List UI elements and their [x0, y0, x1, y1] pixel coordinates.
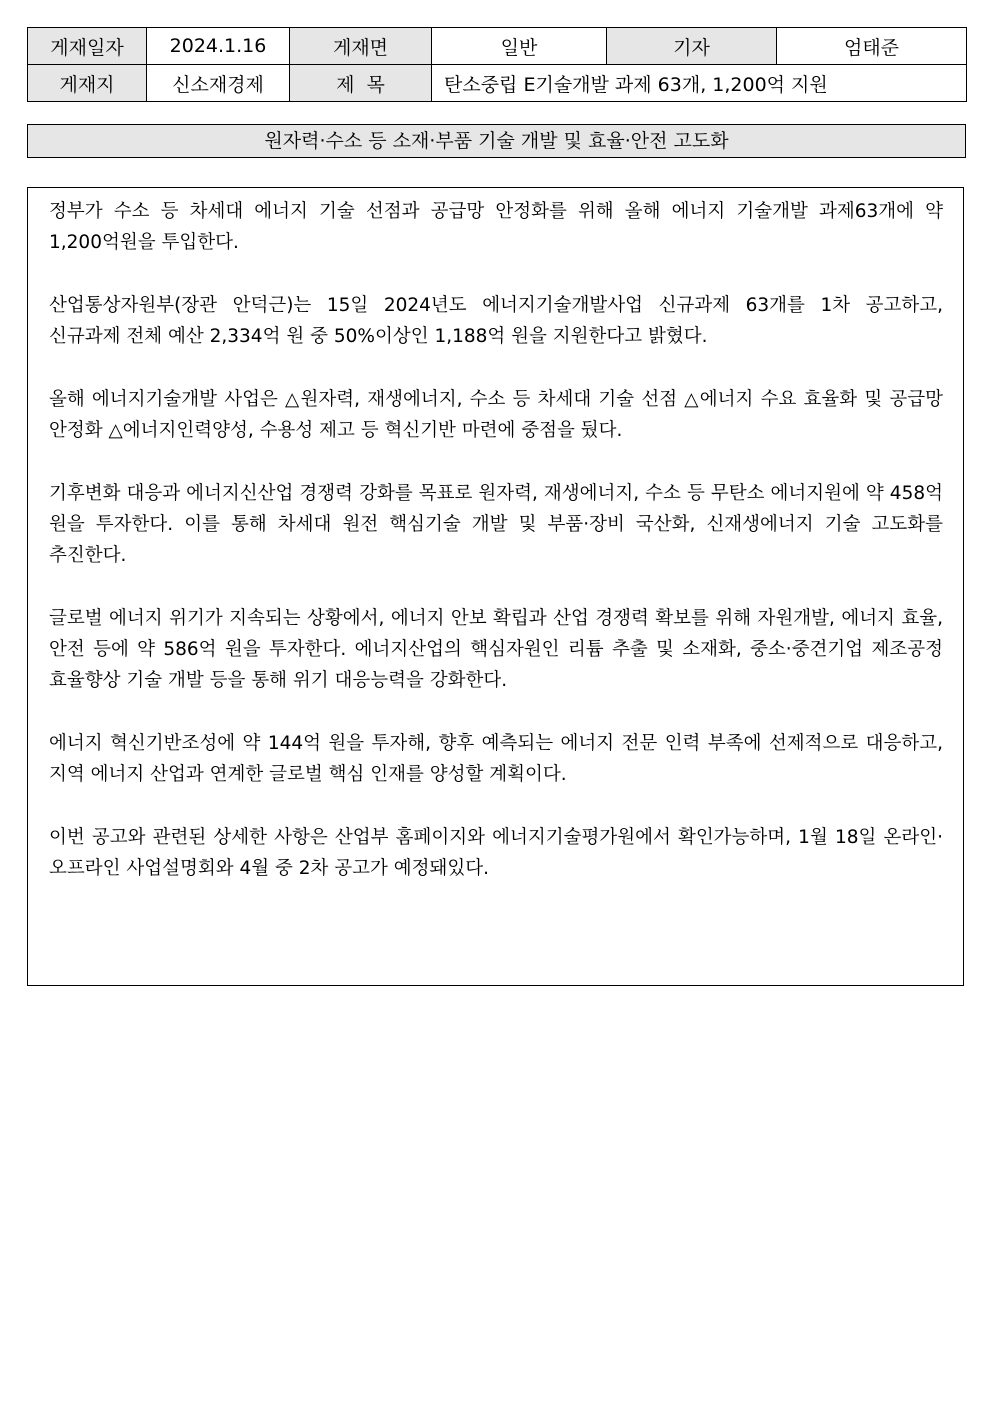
paragraph: 올해 에너지기술개발 사업은 △원자력, 재생에너지, 수소 등 차세대 기술 선점 △에너지 수요 효율화 및 공급망 안정화 △에너지인력양성, 수용성 제고 등 혁신기반 마련에 중점을 뒀다.: [49, 389, 943, 441]
reporter-value: 엄태준: [777, 28, 967, 65]
title-label: 제 목: [290, 65, 432, 102]
article-body: [27, 187, 964, 986]
paragraph: 이번 공고와 관련된 상세한 사항은 산업부 홈페이지와 에너지기술평가원에서 확인가능하며, 1월 18일 온라인·오프라인 사업설명회와 4월 중 2차 공고가 예정돼있다.: [49, 827, 943, 879]
meta-row-1: [28, 28, 967, 65]
page-value: 일반: [432, 28, 607, 65]
paragraph: 글로벌 에너지 위기가 지속되는 상황에서, 에너지 안보 확립과 산업 경쟁력 확보를 위해 자원개발, 에너지 효율, 안전 등에 약 586억 원을 투자한다. 에너지산업의 핵심자원인 리튬 추출 및 소재화, 중소·중견기업 제조공정 효율향상 기술 개발 등을 통해 위기 대응능력을 강화한다.: [49, 608, 943, 691]
reporter-label: 기자: [607, 28, 777, 65]
article-subtitle: 원자력·수소 등 소재·부품 기술 개발 및 효율·안전 고도화: [27, 124, 966, 158]
meta-row-2: [28, 65, 967, 102]
article-title: 탄소중립 E기술개발 과제 63개, 1,200억 지원: [432, 65, 967, 102]
date-value: 2024.1.16: [147, 28, 290, 65]
paragraph: 기후변화 대응과 에너지신산업 경쟁력 강화를 목표로 원자력, 재생에너지, 수소 등 무탄소 에너지원에 약 458억 원을 투자한다. 이를 통해 차세대 원전 핵심기술 개발 및 부품·장비 국산화, 신재생에너지 기술 고도화를 추진한다.: [49, 483, 943, 566]
date-label: 게재일자: [28, 28, 147, 65]
publication-value: 신소재경제: [147, 65, 290, 102]
paragraph: 에너지 혁신기반조성에 약 144억 원을 투자해, 향후 예측되는 에너지 전문 인력 부족에 선제적으로 대응하고, 지역 에너지 산업과 연계한 글로벌 핵심 인재를 양성할 계획이다.: [49, 733, 943, 785]
publication-label: 게재지: [28, 65, 147, 102]
paragraph: 정부가 수소 등 차세대 에너지 기술 선점과 공급망 안정화를 위해 올해 에너지 기술개발 과제63개에 약 1,200억원을 투입한다.: [49, 201, 943, 253]
article-meta-table: [27, 27, 967, 102]
page-label: 게재면: [290, 28, 432, 65]
paragraph: 산업통상자원부(장관 안덕근)는 15일 2024년도 에너지기술개발사업 신규과제 63개를 1차 공고하고, 신규과제 전체 예산 2,334억 원 중 50%이상인 1,188억 원을 지원한다고 밝혔다.: [49, 295, 943, 347]
